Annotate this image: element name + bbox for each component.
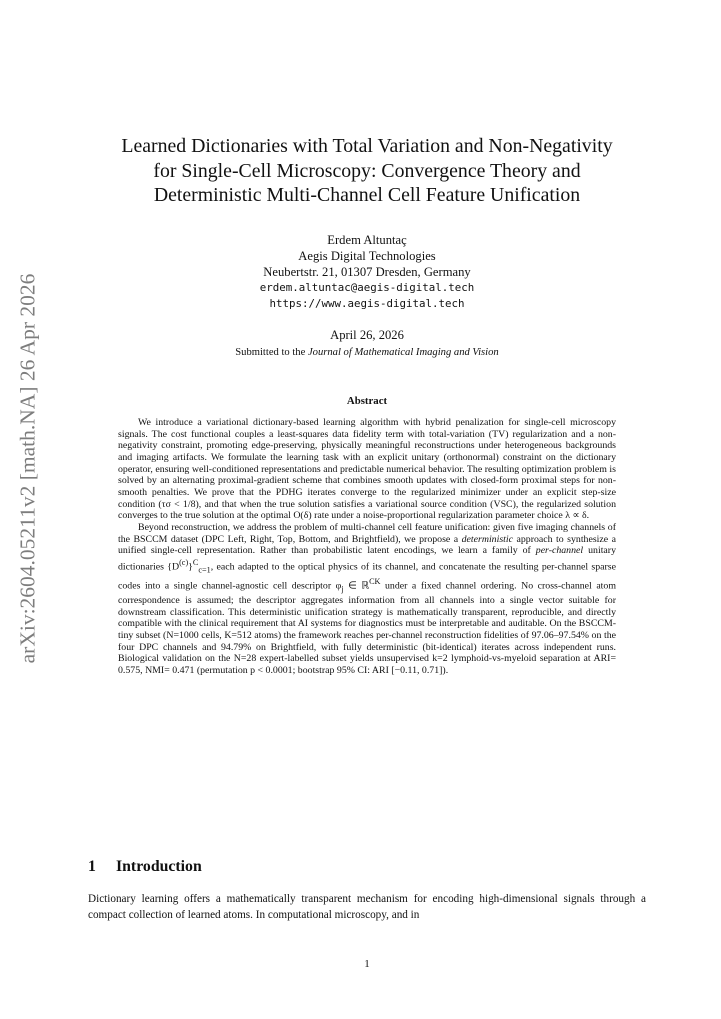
arxiv-identifier: arXiv:2604.05211v2 [math.NA] 26 Apr 2026: [15, 273, 40, 663]
page-number: 1: [364, 958, 370, 970]
author-name: Erdem Altuntaç: [327, 233, 407, 247]
abstract-paragraph-2: Beyond reconstruction, we address the problem of multi-channel cell feature unification: given five imaging channels of the BSCCM dataset (DPC Left, Right, Top, Bottom, and Brightfield), we propose a deterministic approach to synthesize a unified single-cell representation. Rather than probabilistic latent encodings, we learn a family of per-channel unitary dictionaries $\{D^{(c)}\}^C_{c=1}$, each adapted to the optical physics of its channel, and concatenate the resulting per-channel sparse codes into a single channel-agnostic cell descriptor $\varphi_j$ ∈ ℝ$^{CK}$ under a fixed channel ordering. No cross-channel atom correspondence is assumed; the descriptor aggregates information from all channels into a single vector suitable for downstream classification. This deterministic unification strategy is mathematically transparent, reproducible, and directly compatible with the clinical requirement that AI systems for diagnostics must be interpretable and auditable. On the BSCCM-tiny subset (N=1000 cells, K=512 atoms) the framework reaches per-channel reconstruction fidelities of 97.06–97.54% on the four DPC channels and 94.79% on Brightfield, with fully deterministic (bit-identical) iterates across independent runs. Biological validation on the N=28 expert-labelled subset yields unsupervised k=2 lymphoid-vs-myeloid separation at ARI= 0.575, NMI= 0.471 (permutation p < 0.0001; bootstrap 95% CI: ARI [−0.11, 0.71]).: [118, 522, 617, 676]
abstract-heading: Abstract: [346, 395, 388, 407]
abstract-paragraph-1: We introduce a variational dictionary-based learning algorithm with hybrid penalization for single-cell microscopy signals. The cost functional couples a least-squares data fidelity term with total-variation (TV) regularization and a non-negativity constraint, promoting edge-preserving, physically meaningful reconstructions under heterogeneous backgrounds and imaging artifacts. We formulate the learning task with an explicit unitary (orthonormal) constraint on the dictionary operator, ensuring well-conditioned representations and predictable numerical behavior. The resulting optimization problem is solved by an alternating proximal-gradient scheme that combines smooth updates with closed-form proximal steps for non-smooth penalties. We prove that the PDHG iterates converge to the regularized minimizer under an explicit step-size condition (τσ < 1/8), and that when the true solution satisfies a variational source condition (VSC), the regularized solution converges to the true solution at the optimal O(δ) rate under a noise-proportional regularization parameter choice λ ∝ δ.: [118, 417, 616, 522]
paper-title: [88, 134, 646, 208]
author-address: Neubertstr. 21, 01307 Dresden, Germany: [263, 265, 471, 279]
section-number: 1: [88, 858, 96, 875]
title-line-2: for Single-Cell Microscopy: Convergence Theory and: [153, 159, 581, 182]
intro-paragraph: Dictionary learning offers a mathematically transparent mechanism for encoding high-dimensional signals through a compact collection of learned atoms. In computational microscopy, and in: [88, 893, 646, 921]
title-line-1: Learned Dictionaries with Total Variation and Non-Negativity: [121, 135, 613, 157]
author-block: [88, 232, 646, 312]
section-heading: [88, 858, 202, 876]
author-affiliation: Aegis Digital Technologies: [298, 249, 436, 263]
author-website: https://www.aegis-digital.tech: [269, 297, 465, 310]
arxiv-sidebar: [6, 273, 50, 663]
submission-prefix: Submitted to the: [235, 347, 308, 358]
title-line-3: Deterministic Multi-Channel Cell Feature Unification: [153, 184, 581, 206]
publication-date: April 26, 2026: [330, 328, 404, 342]
journal-name: Journal of Mathematical Imaging and Vision: [307, 347, 499, 358]
submission-note: [88, 347, 646, 358]
author-email: erdem.altuntac@aegis-digital.tech: [259, 281, 475, 294]
introduction-text: [88, 892, 646, 923]
abstract-body: [118, 417, 616, 677]
section-title: Introduction: [116, 858, 202, 875]
